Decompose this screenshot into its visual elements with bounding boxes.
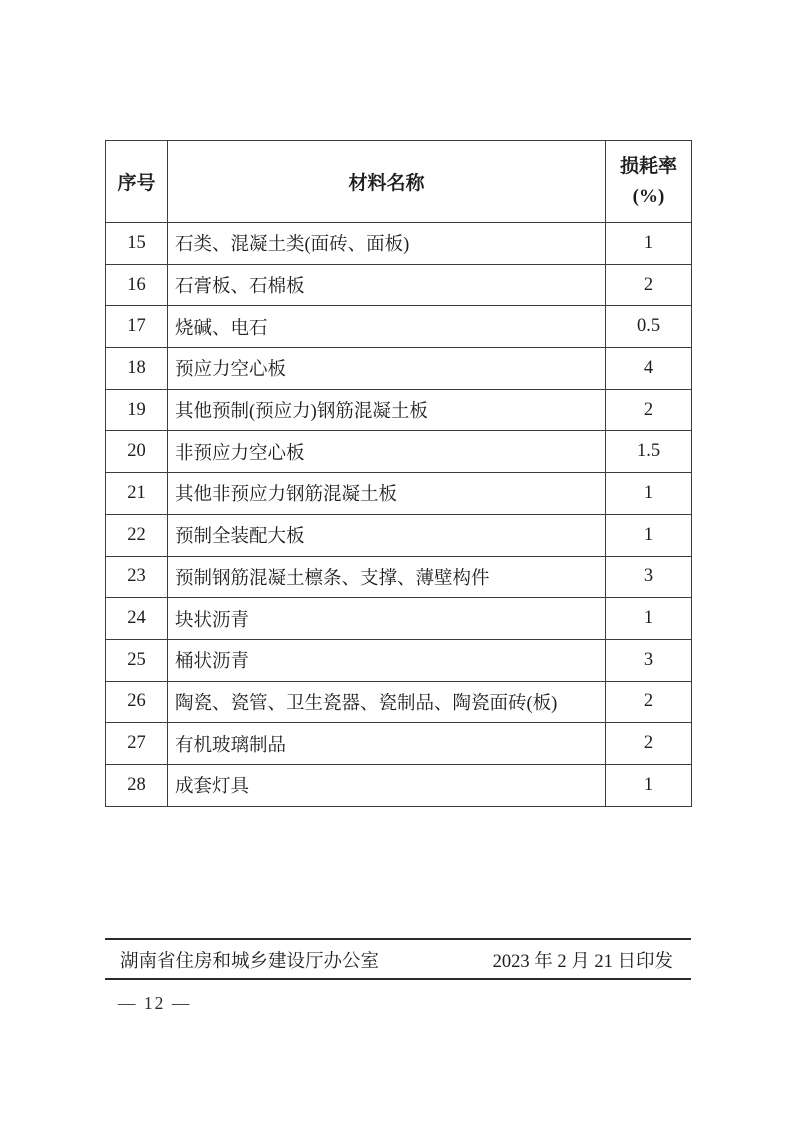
table-row: [106, 681, 692, 723]
cell-loss-rate: 3: [606, 556, 692, 598]
table-row: [106, 348, 692, 390]
cell-material-name: 预应力空心板: [168, 348, 606, 390]
cell-loss-rate: 2: [606, 264, 692, 306]
material-loss-rate-table: [105, 140, 692, 807]
table-row: [106, 431, 692, 473]
cell-material-name: 烧碱、电石: [168, 306, 606, 348]
table-row: [106, 598, 692, 640]
cell-material-name: 桶状沥青: [168, 639, 606, 681]
footer-issue-date: 2023 年 2 月 21 日印发: [492, 951, 673, 972]
cell-loss-rate: 3: [606, 639, 692, 681]
table-row: [106, 556, 692, 598]
cell-serial-number: 20: [106, 431, 168, 473]
cell-serial-number: 15: [106, 223, 168, 265]
cell-serial-number: 18: [106, 348, 168, 390]
cell-serial-number: 19: [106, 389, 168, 431]
header-loss-rate-line2: (%): [632, 185, 665, 207]
cell-material-name: 陶瓷、瓷管、卫生瓷器、瓷制品、陶瓷面砖(板): [168, 681, 606, 723]
cell-material-name: 其他非预应力钢筋混凝土板: [168, 473, 606, 515]
cell-loss-rate: 1: [606, 764, 692, 806]
table-row: [106, 264, 692, 306]
cell-loss-rate: 2: [606, 681, 692, 723]
table-header-row: [106, 141, 692, 223]
cell-loss-rate: 1: [606, 598, 692, 640]
cell-serial-number: 23: [106, 556, 168, 598]
header-material-name: 材料名称: [168, 141, 606, 223]
cell-material-name: 块状沥青: [168, 598, 606, 640]
table-row: [106, 764, 692, 806]
cell-material-name: 成套灯具: [168, 764, 606, 806]
cell-loss-rate: 1: [606, 514, 692, 556]
cell-material-name: 石膏板、石棉板: [168, 264, 606, 306]
table-header: [106, 141, 692, 223]
header-loss-rate: [606, 141, 692, 223]
table-row: [106, 389, 692, 431]
table-row: [106, 723, 692, 765]
cell-material-name: 其他预制(预应力)钢筋混凝土板: [168, 389, 606, 431]
table-body: [106, 223, 692, 807]
cell-serial-number: 27: [106, 723, 168, 765]
cell-serial-number: 21: [106, 473, 168, 515]
header-serial-number: 序号: [106, 141, 168, 223]
page-number: — 12 —: [118, 993, 192, 1013]
cell-serial-number: 28: [106, 764, 168, 806]
table-row: [106, 639, 692, 681]
cell-serial-number: 25: [106, 639, 168, 681]
cell-material-name: 有机玻璃制品: [168, 723, 606, 765]
cell-loss-rate: 4: [606, 348, 692, 390]
cell-material-name: 非预应力空心板: [168, 431, 606, 473]
cell-material-name: 预制全装配大板: [168, 514, 606, 556]
cell-material-name: 石类、混凝土类(面砖、面板): [168, 223, 606, 265]
cell-serial-number: 17: [106, 306, 168, 348]
table-row: [106, 473, 692, 515]
cell-loss-rate: 1: [606, 223, 692, 265]
footer-top-rule: [105, 938, 691, 940]
footer-bottom-rule: [105, 978, 691, 980]
header-loss-rate-line1: 损耗率: [619, 156, 677, 178]
table-row: [106, 223, 692, 265]
cell-loss-rate: 0.5: [606, 306, 692, 348]
table-row: [106, 514, 692, 556]
cell-serial-number: 22: [106, 514, 168, 556]
cell-serial-number: 24: [106, 598, 168, 640]
cell-material-name: 预制钢筋混凝土檩条、支撑、薄壁构件: [168, 556, 606, 598]
cell-loss-rate: 1: [606, 473, 692, 515]
table-row: [106, 306, 692, 348]
cell-loss-rate: 2: [606, 723, 692, 765]
footer: [105, 941, 691, 978]
cell-serial-number: 16: [106, 264, 168, 306]
cell-loss-rate: 2: [606, 389, 692, 431]
footer-issuing-office: 湖南省住房和城乡建设厅办公室: [120, 951, 380, 972]
cell-loss-rate: 1.5: [606, 431, 692, 473]
cell-serial-number: 26: [106, 681, 168, 723]
